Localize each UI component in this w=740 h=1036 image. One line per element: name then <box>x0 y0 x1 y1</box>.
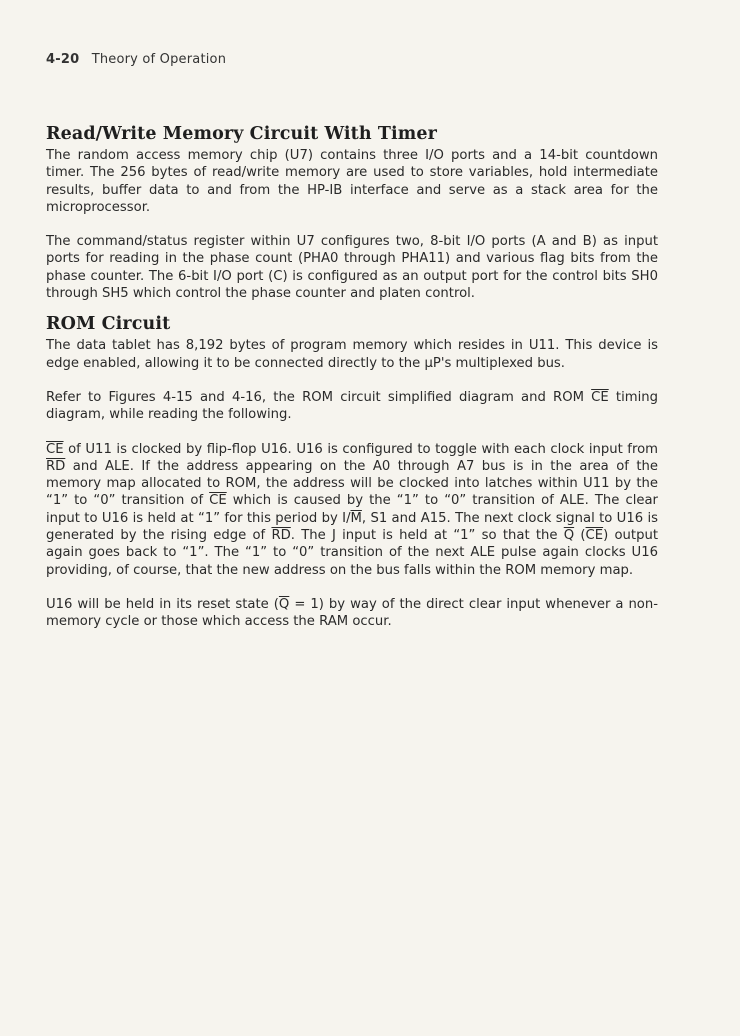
signal-m: $\overline{M}$ <box>350 510 362 526</box>
signal-q: $\overline{Q}$ <box>563 528 575 544</box>
text-span: which is caused by the “1” to “0” transition of ALE. The clear input to U16 is held at “1” for this period by I/ <box>46 493 658 526</box>
paragraph-u16-reset <box>46 596 658 631</box>
text-span: U16 will be held in its reset state ( <box>46 596 279 612</box>
text-span: , S1 and A15. The next clock signal to U16 is generated by the rising edge of <box>46 510 658 544</box>
signal-q: $\overline{Q}$ <box>278 596 290 612</box>
paragraph-ce-clocking <box>46 441 658 579</box>
signal-rd: $\overline{RD}$ <box>271 528 291 544</box>
section-heading-rw-memory: Read/Write Memory Circuit With Timer <box>46 124 437 144</box>
page-header <box>46 52 226 67</box>
section-heading-rom: ROM Circuit <box>46 314 171 335</box>
text-span: . The J input is held at “1” so that the <box>290 528 564 544</box>
signal-ce: $\overline{CE}$ <box>585 528 604 544</box>
chapter-title: Theory of Operation <box>91 52 227 67</box>
signal-rd: $\overline{RD}$ <box>46 458 66 474</box>
text-span: timing diagram, while reading the following. <box>46 389 658 423</box>
text-span: = 1) by way of the direct clear input whenever a non-memory cycle or those which access the RAM occur. <box>46 596 658 630</box>
text-span: and ALE. If the address appearing on the A0 through A7 bus is in the area of the memory map allocated to ROM, the address will be clocked into latches within U11 by the “1” to “0” transition of <box>46 458 658 509</box>
text-span: of U11 is clocked by flip-flop U16. U16 is configured to toggle with each clock input from <box>63 441 658 457</box>
paragraph-rom-intro: The data tablet has 8,192 bytes of program memory which resides in U11. This device is edge enabled, allowing it to be connected directly to the μP's multiplexed bus. <box>46 338 658 371</box>
page-number: 4-20 <box>46 52 80 67</box>
signal-ce: $\overline{CE}$ <box>46 441 64 457</box>
text-span: ( <box>574 528 586 544</box>
paragraph-command-status: The command/status register within U7 configures two, 8-bit I/O ports (A and B) as input ports for reading in the phase count (PHA0 through PHA11) and various flag bits from the phase counter. The 6-bit I/O port (C) is configured as an output port for the control bits SH0 through SH5 which control the phase counter and platen control. <box>46 234 658 302</box>
paragraph-refer-figures <box>46 389 658 424</box>
text-span: Refer to Figures 4-15 and 4-16, the ROM circuit simplified diagram and ROM <box>46 389 592 405</box>
signal-ce: $\overline{CE}$ <box>209 493 227 509</box>
paragraph-ram-intro: The random access memory chip (U7) contains three I/O ports and a 14-bit countdown timer. The 256 bytes of read/write memory are used to store variables, hold intermediate results, buffer data to and from the HP-IB interface and serve as a stack area for the microprocessor. <box>46 148 658 215</box>
signal-ce: $\overline{CE}$ <box>591 389 609 405</box>
page-content <box>46 124 658 631</box>
text-span: ) output again goes back to “1”. The “1” to “0” transition of the next ALE pulse again clocks U16 providing, of course, that the new address on the bus falls within the ROM memory map. <box>46 528 658 578</box>
